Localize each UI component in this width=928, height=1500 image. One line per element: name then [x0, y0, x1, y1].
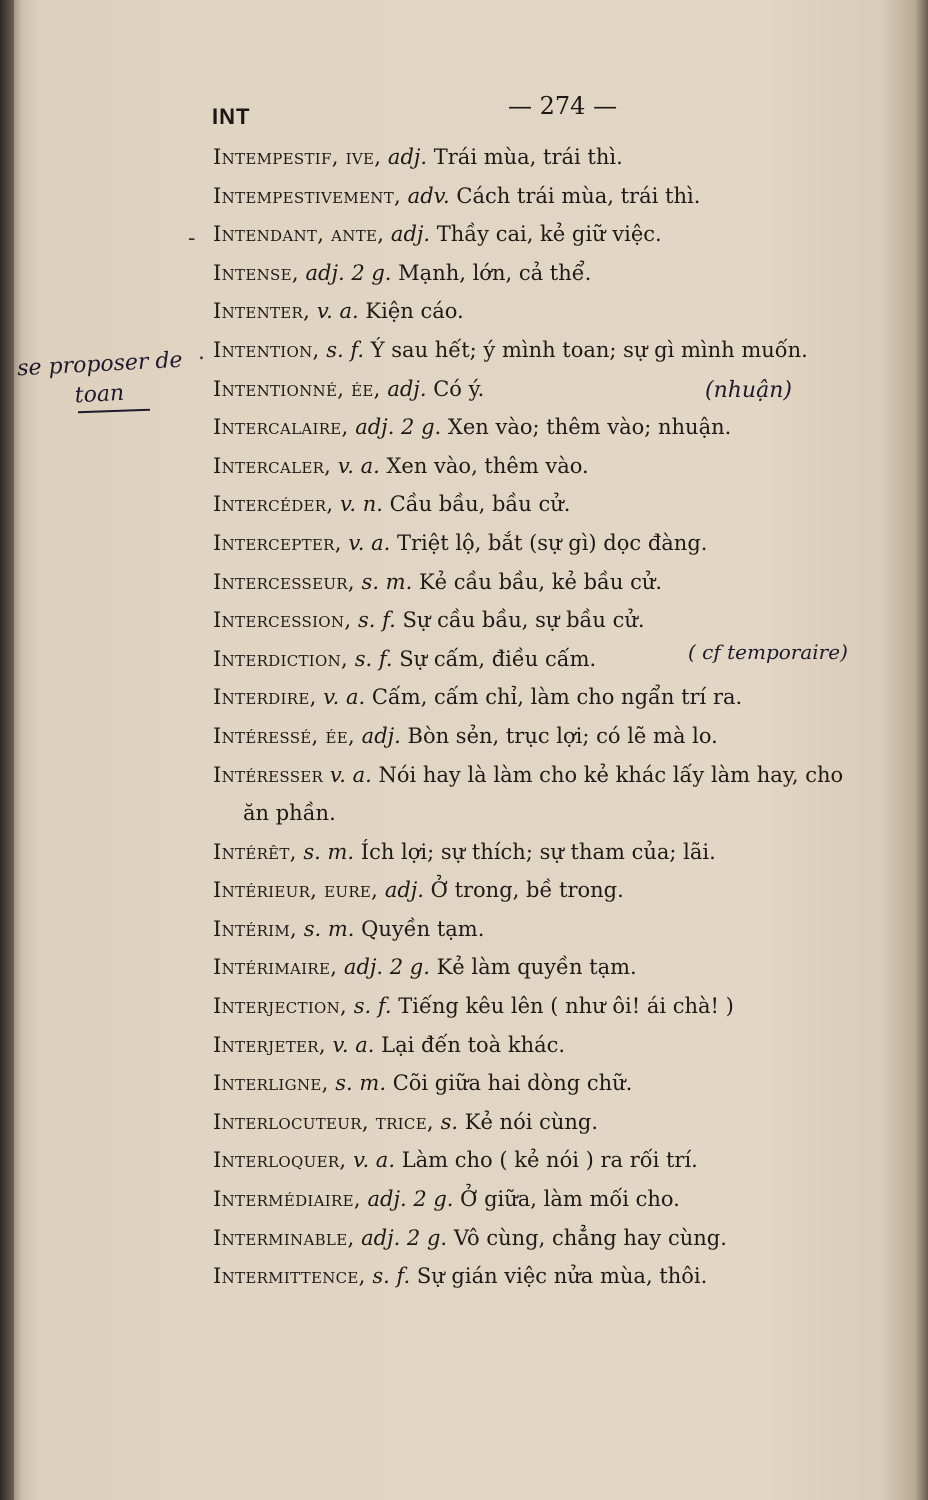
entry-grammar: adj.	[387, 145, 428, 169]
dictionary-entry	[213, 987, 913, 1026]
margin-dot-mark: .	[198, 340, 205, 365]
entry-headword: Interdiction,	[213, 646, 349, 671]
entry-definition: Kiện cáo.	[365, 299, 464, 324]
dictionary-entry	[213, 138, 913, 177]
entry-definition: Tiếng kêu lên ( như ôi! ái chà! )	[398, 994, 734, 1019]
dictionary-entry	[213, 601, 913, 640]
entry-headword: Intention,	[213, 337, 320, 362]
entry-definition: Quyền tạm.	[361, 916, 485, 941]
entry-definition: Thầy cai, kẻ giữ việc.	[436, 222, 662, 247]
entry-headword: Intercession,	[213, 608, 352, 633]
entry-grammar: s. f.	[354, 646, 393, 671]
entry-grammar: adj.	[384, 878, 424, 903]
entry-grammar: s. f.	[372, 1264, 411, 1289]
entry-headword: Interminable,	[213, 1225, 355, 1250]
entry-definition: Vô cùng, chẳng hay cùng.	[453, 1225, 727, 1250]
entry-headword: Intérêt,	[213, 839, 297, 864]
entry-grammar: v. a.	[348, 530, 391, 555]
entry-definition: Mạnh, lớn, cả thể.	[398, 260, 592, 285]
dictionary-entry	[213, 948, 913, 987]
entry-headword: Intéressé, ée,	[213, 723, 355, 748]
entry-grammar: adj. 2 g.	[361, 1225, 448, 1250]
entry-headword: Intentionné, ée,	[213, 376, 381, 401]
handwritten-margin-note	[17, 346, 185, 415]
dictionary-entry	[213, 292, 913, 331]
entry-grammar: v. n.	[340, 492, 383, 517]
entry-grammar: v. a.	[316, 299, 359, 324]
entry-grammar: v. a.	[337, 453, 380, 478]
entry-grammar: v. a.	[329, 762, 372, 787]
entry-definition: Kẻ nói cùng.	[464, 1109, 599, 1134]
dictionary-entry-continuation	[213, 794, 913, 833]
entry-definition: Kẻ cầu bầu, kẻ bầu cử.	[418, 569, 663, 594]
dictionary-entry	[213, 1026, 913, 1065]
dictionary-entry	[213, 408, 913, 447]
entry-definition: Trái mùa, trái thì.	[433, 145, 623, 169]
entry-definition: Sự cầu bầu, sự bầu cử.	[402, 608, 645, 633]
entry-definition: Làm cho ( kẻ nói ) ra rối trí.	[401, 1148, 698, 1173]
margin-note-line-2: toan	[74, 380, 125, 409]
dictionary-entry	[213, 678, 913, 717]
dictionary-entry	[213, 1103, 913, 1142]
entry-definition: Triệt lộ, bắt (sự gì) dọc đàng.	[397, 530, 708, 555]
dictionary-entry	[213, 1219, 913, 1258]
dictionary-entry	[213, 1064, 913, 1103]
dictionary-entry	[213, 756, 913, 795]
entry-headword: Intercéder,	[213, 492, 334, 517]
entry-grammar: s. m.	[303, 839, 355, 864]
dictionary-entry	[213, 485, 913, 524]
entry-definition: Cầu bầu, bầu cử.	[389, 492, 571, 517]
entry-grammar: s. m.	[361, 569, 413, 594]
entry-definition: Ích lợi; sự thích; sự tham của; lãi.	[360, 839, 716, 864]
entry-grammar: v. a.	[323, 685, 366, 710]
entry-grammar: s. m.	[335, 1071, 386, 1096]
entry-grammar: adj.	[387, 376, 427, 401]
entry-grammar: adj.	[361, 723, 401, 748]
dictionary-entry	[213, 177, 913, 216]
entry-headword: Intempestivement,	[213, 183, 401, 208]
entry-headword: Intercaler,	[213, 453, 332, 478]
entry-headword: Intercepter,	[213, 530, 342, 555]
entry-grammar: adj. 2 g.	[343, 955, 430, 980]
entry-grammar: adj. 2 g.	[305, 260, 392, 285]
margin-dash-mark: -	[188, 226, 196, 251]
entry-definition: Bòn sẻn, trục lợi; có lẽ mà lo.	[407, 723, 718, 748]
entry-definition: Nói hay là làm cho kẻ khác lấy làm hay, cho	[378, 762, 844, 787]
dictionary-entry	[213, 717, 913, 756]
entry-grammar: s. f.	[353, 994, 392, 1019]
dictionary-entry	[213, 447, 913, 486]
entry-definition: Xen vào; thêm vào; nhuận.	[447, 415, 732, 440]
entry-definition: Có ý.	[433, 376, 485, 401]
entry-headword: Intense,	[213, 260, 299, 285]
entry-headword: Interdire,	[213, 685, 317, 710]
dictionary-entry	[213, 1141, 913, 1180]
dictionary-entry	[213, 524, 913, 563]
entry-grammar: adj. 2 g.	[355, 415, 442, 440]
entry-headword: Intermittence,	[213, 1264, 366, 1289]
dictionary-entry	[213, 640, 913, 679]
entry-headword: Intermédiaire,	[213, 1187, 361, 1212]
entry-grammar: s. m.	[303, 916, 355, 941]
entry-headword: Interligne,	[213, 1071, 329, 1096]
entry-headword: Interlocuteur, trice,	[213, 1109, 434, 1134]
entry-headword: Intercalaire,	[213, 415, 349, 440]
handwritten-cf-note: ( cf temporaire)	[688, 640, 848, 664]
dictionary-entry	[213, 871, 913, 910]
entry-grammar: v. a.	[353, 1148, 395, 1173]
margin-note-line-1: se proposer de	[16, 347, 184, 382]
entry-headword: Interloquer,	[213, 1148, 347, 1173]
dictionary-entry	[213, 254, 913, 293]
dictionary-entry	[213, 1257, 913, 1296]
entry-definition: Cấm, cấm chỉ, làm cho ngẩn trí ra.	[371, 685, 743, 710]
entry-definition: Xen vào, thêm vào.	[386, 453, 589, 478]
book-spine	[0, 0, 14, 1500]
entry-headword: Intenter,	[213, 299, 311, 324]
entry-definition: Ở trong, bề trong.	[430, 878, 624, 903]
entry-definition: Sự gián việc nửa mùa, thôi.	[416, 1264, 708, 1289]
entry-definition: Cách trái mùa, trái thì.	[456, 183, 701, 208]
entry-headword: Intéresser	[213, 762, 324, 787]
entry-grammar: s. f.	[358, 608, 396, 633]
entry-grammar: s. f.	[326, 337, 365, 362]
entry-headword: Intérimaire,	[213, 955, 338, 980]
page-number: — 274 —	[508, 92, 618, 120]
dictionary-entry	[213, 833, 913, 872]
entry-grammar: s.	[440, 1109, 459, 1134]
dictionary-entry	[213, 370, 913, 409]
entry-headword: Intérieur, eure,	[213, 878, 379, 903]
entry-definition: Kẻ làm quyền tạm.	[436, 955, 637, 980]
handwritten-nhuan-note: (nhuận)	[705, 378, 792, 403]
entry-headword: Intempestif, ive,	[213, 145, 382, 169]
entry-headword: Intercesseur,	[213, 569, 355, 594]
entry-definition: Ở giữa, làm mối cho.	[460, 1187, 680, 1212]
entry-grammar: adj.	[390, 222, 431, 247]
dictionary-entry	[213, 910, 913, 949]
entry-headword: Intendant, ante,	[213, 222, 385, 247]
entry-headword: Intérim,	[213, 916, 298, 941]
dictionary-entry	[213, 1180, 913, 1219]
entry-definition: Sự cấm, điều cấm.	[399, 646, 597, 671]
dictionary-entry	[213, 563, 913, 602]
entry-headword: Interjection,	[213, 994, 348, 1019]
entry-grammar: v. a.	[332, 1032, 375, 1057]
entry-definition: Cõi giữa hai dòng chữ.	[392, 1071, 633, 1096]
section-header: INT	[212, 104, 251, 129]
dictionary-entries	[213, 138, 913, 1296]
entry-grammar: adv.	[407, 183, 450, 208]
entry-definition: Lại đến toà khác.	[381, 1032, 566, 1057]
entry-definition: ăn phần.	[243, 801, 336, 826]
entry-grammar: adj. 2 g.	[367, 1187, 454, 1212]
entry-headword: Interjeter,	[213, 1032, 326, 1057]
entry-definition: Ý sau hết; ý mình toan; sự gì mình muốn.	[370, 337, 808, 362]
dictionary-entry	[213, 215, 913, 254]
dictionary-entry	[213, 331, 913, 370]
